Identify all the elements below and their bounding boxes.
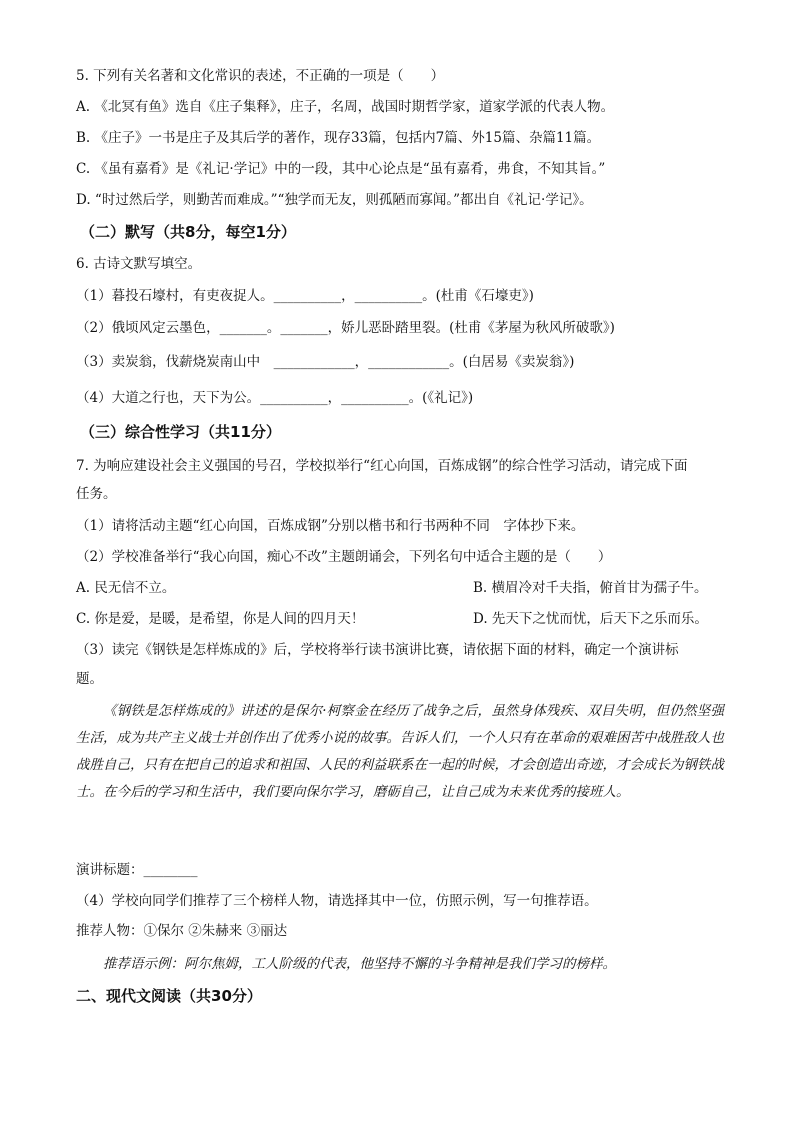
section-heading-comprehensive: （三）综合性学习（共11分） [80, 423, 281, 441]
question-5-stem: 5. 下列有关名著和文化常识的表述，不正确的一项是（ ） [76, 68, 445, 84]
recommended-persons: 推荐人物：①保尔 ②朱赫来 ③丽达 [76, 923, 288, 939]
question-5-option-c: C. 《虽有嘉肴》是《礼记·学记》中的一段，其中心论点是“虽有嘉肴，弗食，不知其旨。” [76, 161, 606, 177]
question-5-option-b: B. 《庄子》一书是庄子及其后学的著作，现存33篇，包括内7篇、外15篇、杂篇11篇。 [76, 130, 601, 146]
question-7-options-row-1 [76, 578, 734, 598]
reading-material-paragraph: 《钢铁是怎样炼成的》讲述的是保尔·柯察金在经历了战争之后，虽然身体残疾、双目失明，但仍然坚强生活，成为共产主义战士并创作出了优秀小说的故事。告诉人们，一个人只有在革命的艰难困苦中战胜敌人也战胜自己，只有在把自己的追求和祖国、人民的利益联系在一起的时候，才会创造出奇迹，才会成长为钢铁战士。在今后的学习和生活中，我们要向保尔学习，磨砺自己，让自己成为未来优秀的接班人。 [76, 703, 724, 800]
question-6-item-2: （2）俄顷风定云墨色，_______。_______，娇儿恶卧踏里裂。(杜甫《茅屋为秋风所破歌》) [76, 320, 615, 336]
question-5-option-d: D. “时过然后学，则勤苦而难成。”“独学而无友，则孤陋而寡闻。”都出自《礼记·学记》。 [76, 192, 593, 208]
recommendation-example: 推荐语示例：阿尔焦姆，工人阶级的代表，他坚持不懈的斗争精神是我们学习的榜样。 [103, 956, 616, 972]
section-heading-dictation: （二）默写（共8分，每空1分） [80, 223, 296, 241]
question-7-option-b: B. 横眉冷对千夫指，俯首甘为孺子牛。 [473, 580, 708, 596]
question-7-sub-2: （2）学校准备举行“我心向国，痴心不改”主题朗诵会，下列名句中适合主题的是（ ） [76, 549, 612, 565]
question-5-option-a: A. 《北冥有鱼》选自《庄子集释》，庄子，名周，战国时期哲学家，道家学派的代表人物。 [76, 99, 615, 115]
question-7-option-d: D. 先天下之忧而忧，后天下之乐而乐。 [473, 611, 708, 627]
question-6-stem: 6. 古诗文默写填空。 [76, 256, 202, 272]
question-7-sub-1: （1）请将活动主题“红心向国，百炼成钢”分别以楷书和行书两种不同 字体抄下来。 [76, 518, 585, 534]
question-7-options-row-2 [76, 609, 734, 629]
question-7-stem-line-2: 任务。 [76, 486, 117, 502]
question-7-option-c: C. 你是爱，是暖，是希望，你是人间的四月天！ [76, 611, 365, 627]
question-7-stem-line-1: 7. 为响应建设社会主义强国的号召，学校拟举行“红心向国，百炼成钢”的综合性学习活动，请完成下面 [76, 458, 688, 474]
question-7-sub-3-line-1: （3）读完《钢铁是怎样炼成的》后，学校将举行读书演讲比赛，请依据下面的材料，确定一个演讲标 [76, 642, 679, 658]
question-6-item-4: （4）大道之行也，天下为公。__________，__________。(《礼记》) [76, 390, 474, 406]
question-7-option-a: A. 民无信不立。 [76, 580, 176, 596]
speech-title-blank: 演讲标题：________ [76, 862, 198, 878]
question-7-sub-3-line-2: 题。 [76, 671, 103, 687]
part-heading-modern-reading: 二、现代文阅读（共30分） [76, 987, 262, 1005]
question-6-item-1: （1）暮投石壕村，有吏夜捉人。__________，__________。(杜甫《石壕吏》) [76, 288, 534, 304]
question-6-item-3: （3）卖炭翁，伐薪烧炭南山中 ____________，____________。(白居易《卖炭翁》) [76, 354, 575, 370]
question-7-sub-4: （4）学校向同学们推荐了三个榜样人物，请选择其中一位，仿照示例，写一句推荐语。 [76, 893, 598, 909]
